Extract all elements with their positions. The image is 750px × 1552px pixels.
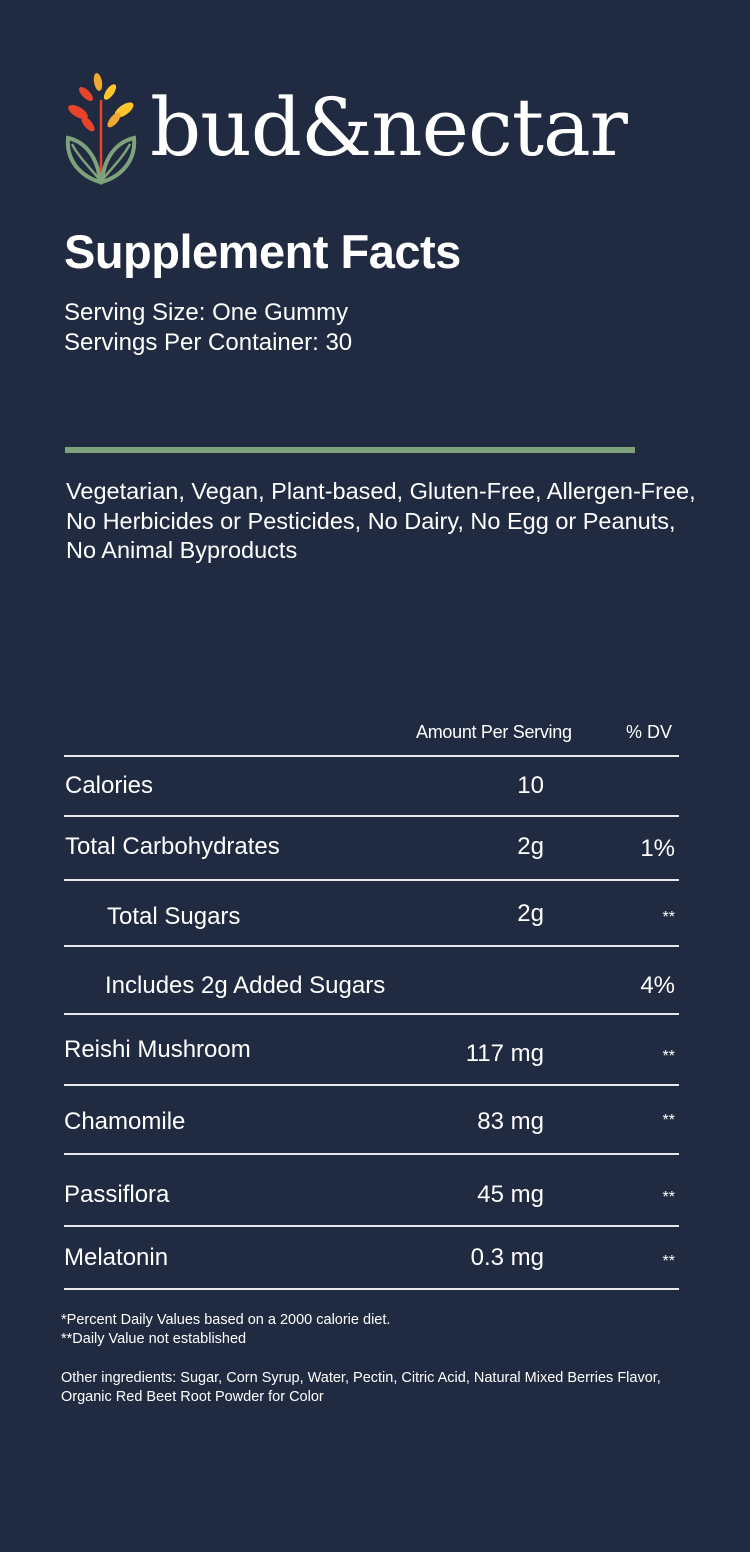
footnotes (61, 1311, 390, 1349)
table-divider (64, 1153, 679, 1155)
accent-divider (65, 447, 635, 453)
serving-size: Serving Size: One Gummy (64, 299, 349, 326)
header-amount: Amount Per Serving (416, 722, 572, 742)
nutrient-amount: 117 mg (465, 1040, 544, 1067)
nutrient-name: Total Sugars (107, 903, 241, 930)
nutrient-name: Calories (65, 772, 154, 799)
nutrient-amount: 2g (517, 833, 544, 860)
nutrient-name: Reishi Mushroom (64, 1036, 251, 1063)
other-ingredients: Other ingredients: Sugar, Corn Syrup, Water, Pectin, Citric Acid, Natural Mixed Berries Flavor, Organic Red Beet Root Powder for Color (61, 1370, 661, 1405)
serving-info (64, 298, 352, 358)
sprout-logo-icon (64, 72, 138, 188)
nutrient-name: Passiflora (64, 1181, 170, 1208)
nutrient-amount: 0.3 mg (470, 1244, 544, 1271)
header-dv: % DV (626, 722, 673, 742)
nutrient-dv: ** (662, 1112, 675, 1129)
nutrient-dv: 1% (640, 835, 675, 862)
servings-per-container: Servings Per Container: 30 (64, 329, 353, 356)
nutrient-dv: ** (662, 1048, 675, 1065)
table-divider (64, 945, 679, 947)
nutrient-dv: ** (662, 1189, 675, 1206)
nutrient-amount: 10 (517, 772, 544, 799)
nutrient-name: Total Carbohydrates (65, 833, 280, 860)
table-divider (64, 755, 679, 757)
footnote-not-established: **Daily Value not established (61, 1331, 247, 1347)
dietary-claims: Vegetarian, Vegan, Plant-based, Gluten-Free, Allergen-Free, No Herbicides or Pesticides, No Dairy, No Egg or Peanuts, No Animal Byproducts (66, 478, 696, 563)
nutrient-name: Melatonin (64, 1244, 169, 1271)
table-header (64, 718, 679, 754)
nutrient-dv: ** (662, 1253, 675, 1270)
brand-name: bud&nectar (150, 81, 627, 174)
table-divider (64, 879, 679, 881)
footnote-percent-dv: *Percent Daily Values based on a 2000 calorie diet. (61, 1312, 391, 1328)
nutrient-dv: 4% (640, 972, 675, 999)
nutrient-name: Chamomile (64, 1108, 186, 1135)
table-divider (64, 1225, 679, 1227)
page-title: Supplement Facts (64, 225, 461, 278)
table-divider (64, 1013, 679, 1015)
table-divider (64, 1084, 679, 1086)
brand-logo (64, 72, 684, 188)
nutrient-amount: 83 mg (477, 1108, 544, 1135)
nutrient-amount: 45 mg (477, 1181, 544, 1208)
table-divider (64, 1288, 679, 1290)
table-divider (64, 815, 679, 817)
nutrient-amount: 2g (517, 900, 544, 927)
nutrient-dv: ** (662, 909, 675, 926)
nutrient-name: Includes 2g Added Sugars (105, 972, 386, 999)
